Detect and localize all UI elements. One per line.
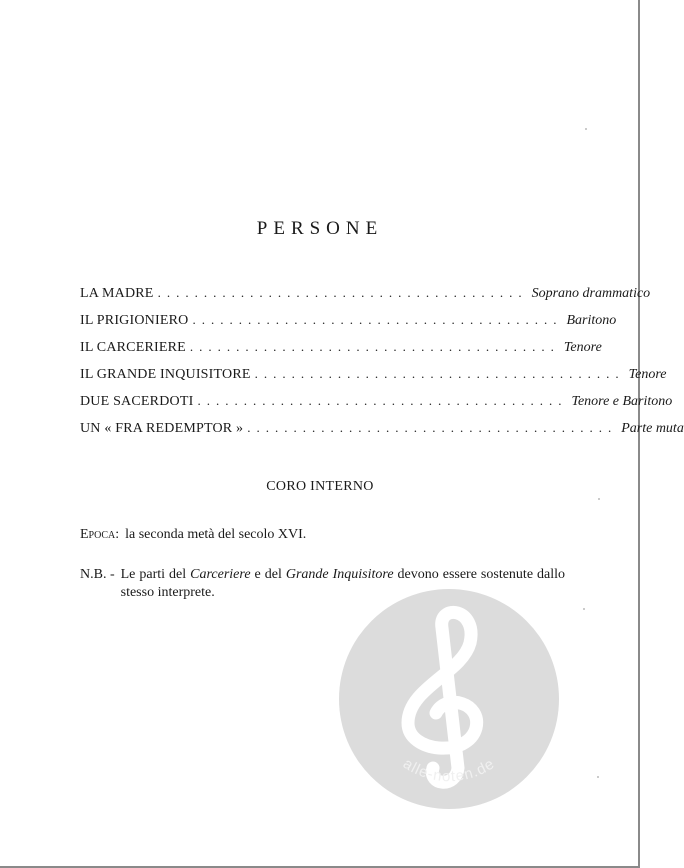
cast-row [80,420,684,447]
paper-speck [585,128,587,130]
cast-role: IL CARCERIERE [80,340,186,355]
cast-role: IL PRIGIONIERO [80,313,189,328]
nb-text: Le parti del [120,567,187,582]
cast-role: LA MADRE [80,286,154,301]
cast-voice: Tenore [628,367,667,382]
cast-voice: Tenore [563,340,602,355]
coro-heading: CORO INTERNO [266,479,374,494]
watermark-text: alle-noten.de [400,755,498,786]
cast-row [80,339,602,366]
dot-leader: ........................................ [192,312,563,327]
cast-voice: Baritono [566,313,617,328]
cast-role: IL GRANDE INQUISITORE [80,367,251,382]
dot-leader: ........................................ [254,366,625,381]
paper-speck [597,776,599,778]
nb-inquisitore: Grande Inquisitore [285,567,394,582]
cast-row [80,312,617,339]
page-title: PERSONE [256,218,384,239]
cast-role: UN « FRA REDEMPTOR » [80,421,244,436]
paper-speck [598,498,600,500]
epoca-label: Epoca: [80,527,120,542]
cast-voice: Parte muta [621,421,684,436]
cast-row [80,366,667,393]
dot-leader: ........................................ [247,420,618,435]
nb-label: N.B. - [80,567,115,582]
cast-row [80,285,651,312]
dot-leader: ........................................ [189,339,560,354]
nb-carceriere: Carceriere [190,567,251,582]
watermark-logo [338,588,560,810]
nb-text: e del [254,567,282,582]
cast-voice: Soprano drammatico [531,286,651,301]
epoca-line [80,527,560,543]
epoca-text: la seconda metà del secolo XVI. [125,527,307,542]
nb-text: devono essere sostenute dallo stesso interprete. [120,567,566,600]
cast-voice: Tenore e Baritono [571,394,673,409]
dot-leader: ........................................ [157,285,528,300]
cast-role: DUE SACERDOTI [80,394,194,409]
dot-leader: ........................................ [197,393,568,408]
cast-list [80,285,684,447]
cast-row [80,393,673,420]
paper-speck [583,608,585,610]
